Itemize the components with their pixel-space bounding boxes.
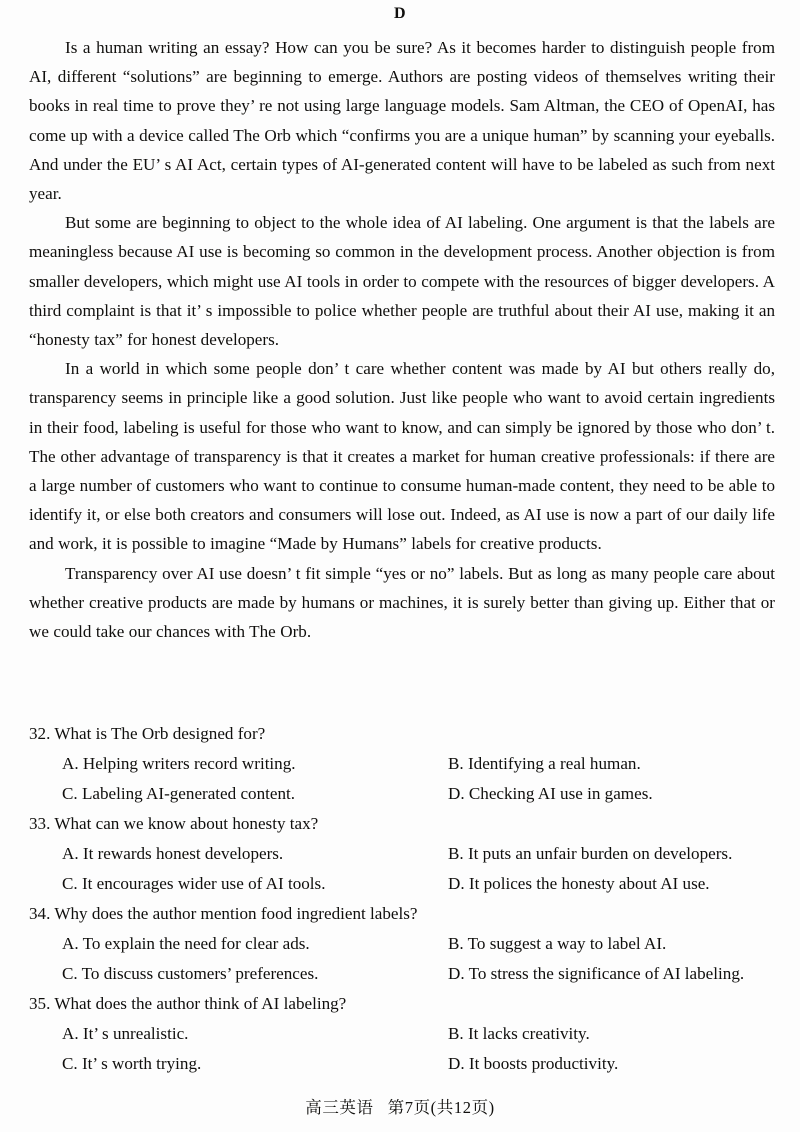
question-item (29, 809, 779, 898)
question-list (29, 719, 779, 1079)
footer-page-info: 第7页(共12页) (387, 1098, 495, 1117)
option-b[interactable]: B. To suggest a way to label AI. (448, 934, 667, 953)
option-b[interactable]: B. It lacks creativity. (448, 1024, 590, 1043)
question-stem: 32. What is The Orb designed for? (29, 724, 266, 743)
option-c[interactable]: C. To discuss customers’ preferences. (62, 963, 319, 983)
option-row (29, 929, 779, 959)
option-a[interactable]: A. Helping writers record writing. (62, 754, 296, 773)
question-stem: 35. What does the author think of AI labeling? (29, 994, 347, 1013)
page-footer (0, 1094, 800, 1118)
option-c[interactable]: C. It’ s worth trying. (62, 1053, 202, 1073)
option-row (29, 869, 779, 899)
option-row (29, 959, 779, 989)
passage-paragraph: But some are beginning to object to the whole idea of AI labeling. One argument is that the labels are meaningless because AI use is becoming so common in the development process. Another objection is from smaller developers, which might use AI tools in order to compete with the resources of bigger developers. A third complaint is that it’ s impossible to police whether people are truthful about their AI use, making it an “honesty tax” for honest developers. (29, 213, 775, 350)
option-d[interactable]: D. To stress the significance of AI labeling. (448, 963, 745, 983)
option-row (29, 779, 779, 809)
passage-paragraph: Transparency over AI use doesn’ t fit simple “yes or no” labels. But as long as many people care about whether creative products are made by humans or machines, it is surely better than giving up. Either that or we could take our chances with The Orb. (29, 563, 775, 642)
passage-paragraph: Is a human writing an essay? How can you be sure? As it becomes harder to distinguish people from AI, different “solutions” are beginning to emerge. Authors are posting videos of themselves writing their books in real time to prove they’ re not using large language models. Sam Altman, the CEO of OpenAI, has come up with a device called The Orb which “confirms you are a unique human” by scanning your eyeballs. And under the EU’ s AI Act, certain types of AI-generated content will have to be labeled as such from next year. (29, 38, 775, 204)
question-stem: 34. Why does the author mention food ingredient labels? (29, 904, 418, 923)
option-a[interactable]: A. To explain the need for clear ads. (62, 934, 310, 953)
question-item (29, 899, 779, 988)
option-d[interactable]: D. Checking AI use in games. (448, 783, 653, 803)
option-row (29, 1019, 779, 1049)
option-b[interactable]: B. It puts an unfair burden on developers. (448, 844, 733, 863)
question-item (29, 719, 779, 808)
option-d[interactable]: D. It polices the honesty about AI use. (448, 873, 710, 893)
option-row (29, 749, 779, 779)
section-letter-heading: D (393, 5, 407, 22)
option-a[interactable]: A. It’ s unrealistic. (62, 1024, 189, 1043)
option-b[interactable]: B. Identifying a real human. (448, 754, 641, 773)
passage-paragraph: In a world in which some people don’ t care whether content was made by AI but others really do, transparency seems in principle like a good solution. Just like people who want to avoid certain ingredients in their food, labeling is useful for those who want to know, and can simply be ignored by those who don’ t. The other advantage of transparency is that it creates a market for human creative professionals: if there are a large number of customers who want to continue to consume human-made content, they need to be able to identify it, or else both creators and consumers will lose out. Indeed, as AI use is now a part of our daily life and work, it is possible to imagine “Made by Humans” labels for creative products. (29, 359, 775, 554)
option-row (29, 1049, 779, 1079)
option-c[interactable]: C. It encourages wider use of AI tools. (62, 873, 326, 893)
footer-subject: 高三英语 (305, 1098, 374, 1117)
reading-passage (29, 33, 775, 646)
option-a[interactable]: A. It rewards honest developers. (62, 844, 284, 863)
option-c[interactable]: C. Labeling AI-generated content. (62, 783, 296, 803)
option-d[interactable]: D. It boosts productivity. (448, 1053, 619, 1073)
option-row (29, 839, 779, 869)
question-stem: 33. What can we know about honesty tax? (29, 814, 319, 833)
question-item (29, 989, 779, 1078)
